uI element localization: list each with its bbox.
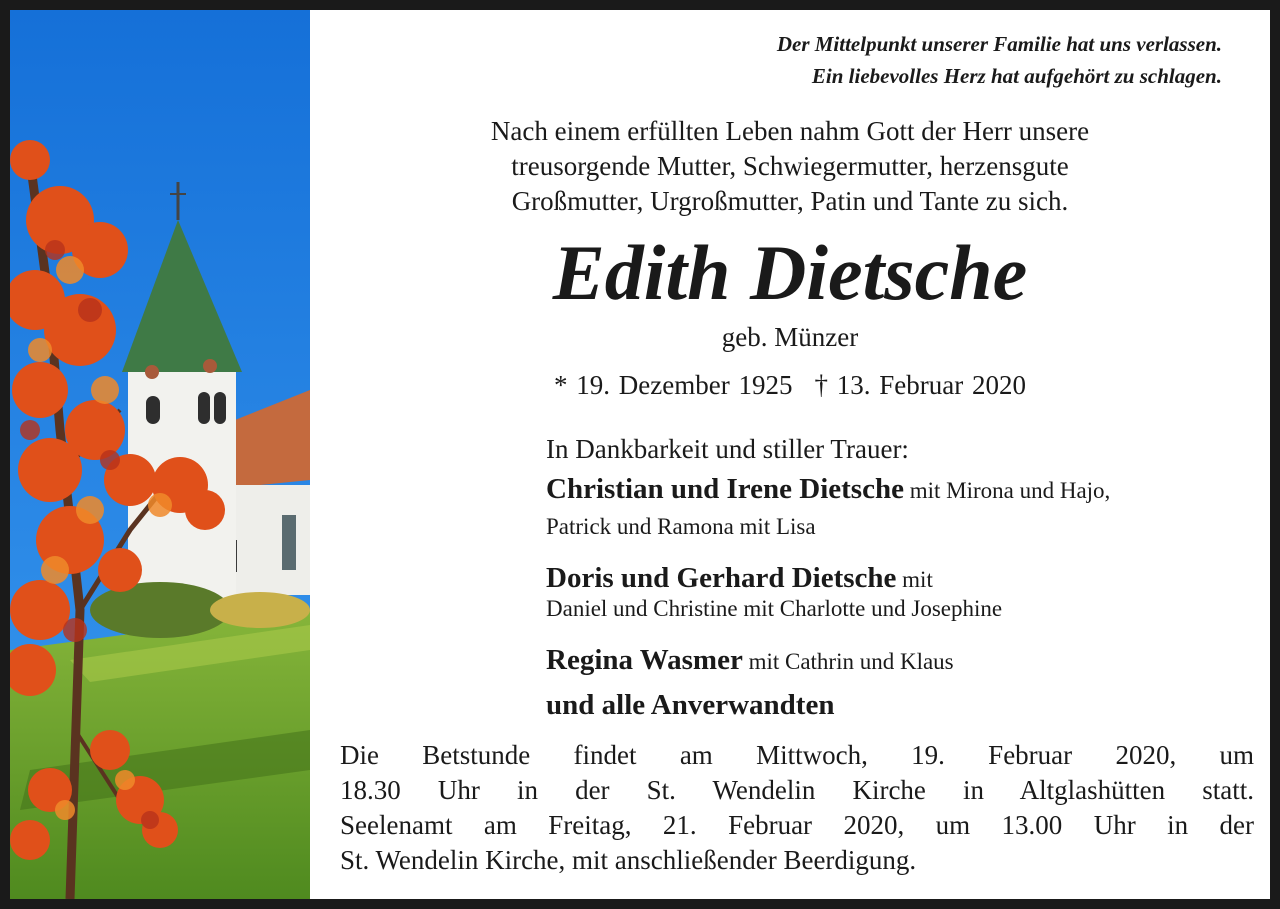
motto-line-1: Der Mittelpunkt unserer Familie hat uns verlassen. xyxy=(776,32,1222,56)
obituary-notice xyxy=(10,10,1270,899)
birth-date: * 19. Dezember 1925 xyxy=(554,370,793,400)
family-rest: mit Cathrin und Klaus xyxy=(742,649,954,674)
family-rest: mit xyxy=(896,567,933,592)
family-line-2: Patrick und Ramona mit Lisa xyxy=(546,514,816,539)
intro-text xyxy=(310,114,1270,219)
mourning-lead-text: In Dankbarkeit und stiller Trauer: xyxy=(546,434,909,464)
service-line-2: 18.30 Uhr in der St. Wendelin Kirche in Altglashütten statt. xyxy=(340,775,1254,805)
church-with-autumn-tree-image xyxy=(10,10,310,899)
service-line-1: Die Betstunde findet am Mittwoch, 19. Februar 2020, um xyxy=(340,740,1254,770)
family-entry xyxy=(546,470,1110,513)
family-main-name: Doris und Gerhard Dietsche xyxy=(546,562,897,594)
service-line-3: Seelenamt am Freitag, 21. Februar 2020, um 13.00 Uhr in der xyxy=(340,810,1254,840)
intro-line-2: treusorgende Mutter, Schwiegermutter, herzensgute xyxy=(511,151,1069,181)
family-rest: mit Mirona und Hajo, xyxy=(903,478,1111,503)
service-info xyxy=(340,738,1254,878)
birth-name: geb. Münzer xyxy=(721,322,859,352)
family-main-name: Regina Wasmer xyxy=(546,644,743,676)
service-line-4: St. Wendelin Kirche, mit anschließender Beerdigung. xyxy=(340,845,917,875)
notice-text xyxy=(310,10,1270,899)
intro-line-3: Großmutter, Urgroßmutter, Patin und Tante zu sich. xyxy=(511,186,1069,216)
death-date: † 13. Februar 2020 xyxy=(814,370,1026,400)
life-dates xyxy=(310,368,1270,402)
motto-line-2: Ein liebevolles Herz hat aufgehört zu schlagen. xyxy=(811,64,1222,88)
family-line-2: Daniel und Christine mit Charlotte und Josephine xyxy=(546,596,1003,621)
mourning-lead xyxy=(546,432,1266,466)
family-main-name: Christian und Irene Dietsche xyxy=(546,473,904,505)
intro-line-1: Nach einem erfüllten Leben nahm Gott der Herr unsere xyxy=(490,116,1090,146)
family-entry xyxy=(546,641,954,684)
deceased-name: Edith Dietsche xyxy=(552,229,1028,316)
relatives-line: und alle Anverwandten xyxy=(546,689,835,721)
motto xyxy=(777,28,1222,92)
